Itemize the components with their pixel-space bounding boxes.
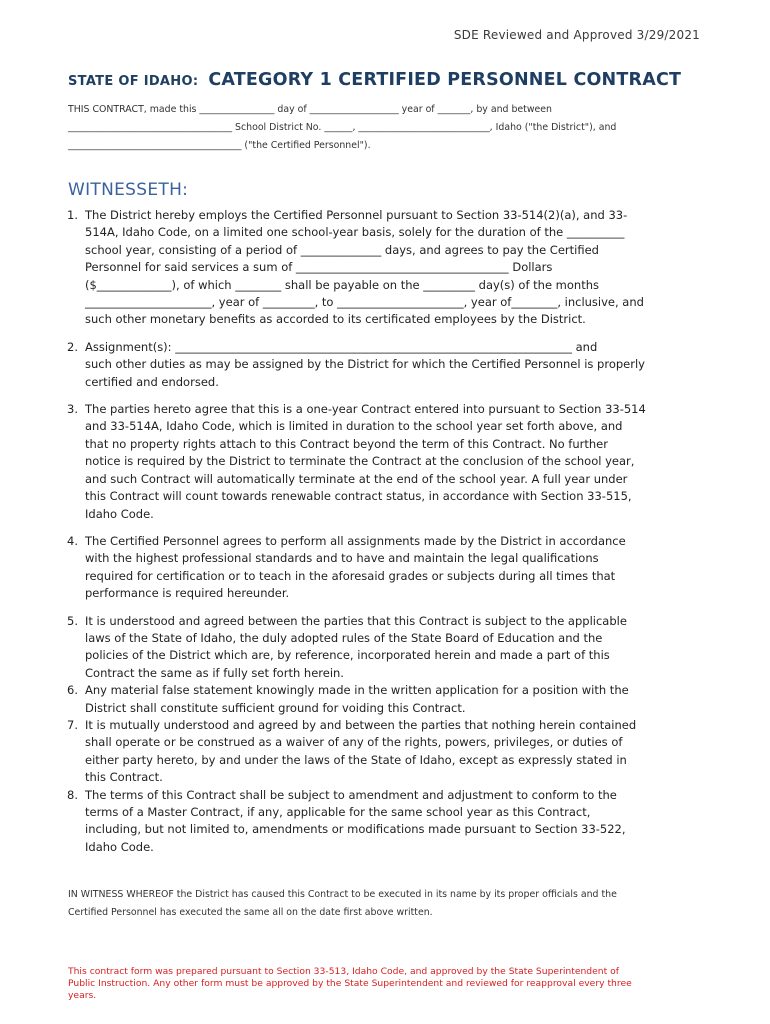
clause-line: performance is required hereunder. <box>85 586 290 601</box>
clause-line: school year, consisting of a period of ______________ days, and agrees to pay the Certified <box>85 242 599 257</box>
page-title <box>68 70 708 90</box>
clause-number: 8. <box>67 787 78 802</box>
clause-line: The parties hereto agree that this is a one-year Contract entered into pursuant to Section 33-514 <box>85 402 646 417</box>
footer-line: Public Instruction. Any other form must be approved by the State Superintendent and reviewed for reapproval every three <box>68 978 632 990</box>
witness-line: Certified Personnel has executed the same all on the date first above written. <box>68 907 433 918</box>
clause-number: 2. <box>67 339 78 354</box>
clause-2 <box>67 339 707 391</box>
clause-line: The Certified Personnel agrees to perform all assignments made by the District in accordance <box>85 533 626 548</box>
clause-line: such other monetary benefits as accorded to its certificated employees by the District. <box>85 312 586 327</box>
clause-line: 514A, Idaho Code, on a limited one school-year basis, solely for the duration of the __________ <box>85 225 625 240</box>
preamble-line: _____________________________________ ("the Certified Personnel"). <box>68 140 371 151</box>
clause-1 <box>67 207 707 329</box>
witness-whereof-statement <box>68 886 708 922</box>
clause-line: notice is required by the District to terminate the Contract at the conclusion of the school year, <box>85 454 635 469</box>
clause-line: Idaho Code. <box>85 839 154 854</box>
clause-number: 4. <box>67 533 78 548</box>
clause-line: certified and endorsed. <box>85 374 219 389</box>
preamble-line: THIS CONTRACT, made this ________________ day of ___________________ year of _______, by and between <box>68 104 552 115</box>
footer-note <box>68 966 702 1003</box>
clause-line: such other duties as may be assigned by the District for which the Certified Personnel is properly <box>85 357 645 372</box>
clause-5 <box>67 613 707 683</box>
clause-line: either party hereto, by and under the laws of the State of Idaho, except as expressly stated in <box>85 752 627 767</box>
footer-line: This contract form was prepared pursuant to Section 33-513, Idaho Code, and approved by the State Superintendent of <box>68 966 619 977</box>
clause-number: 5. <box>67 613 78 628</box>
clause-line: Contract the same as if fully set forth herein. <box>85 665 344 680</box>
clause-line: policies of the District which are, by reference, incorporated herein and made a part of this <box>85 648 610 663</box>
clause-list <box>67 207 707 856</box>
clause-line: ______________________, year of _________, to ______________________, year of________, inclusive, and <box>85 295 644 310</box>
clause-line: Any material false statement knowingly made in the written application for a position with the <box>85 683 629 698</box>
clause-number: 3. <box>67 402 78 417</box>
clause-line: shall operate or be construed as a waiver of any of the rights, powers, privileges, or duties of <box>85 735 623 750</box>
preamble <box>68 101 708 155</box>
clause-line: Personnel for said services a sum of _____________________________________ Dollars <box>85 260 553 275</box>
clause-line: Idaho Code. <box>85 506 154 521</box>
approval-stamp: SDE Reviewed and Approved 3/29/2021 <box>453 28 700 42</box>
clause-line: with the highest professional standards and to have and maintain the legal qualifications <box>85 551 599 566</box>
clause-6 <box>67 682 707 717</box>
clause-8 <box>67 787 707 857</box>
witnesseth-heading: WITNESSETH: <box>68 180 189 200</box>
clause-number: 1. <box>67 208 78 222</box>
clause-number: 7. <box>67 717 78 732</box>
clause-line: terms of a Master Contract, if any, applicable for the same school year as this Contract, <box>85 805 591 819</box>
clause-3 <box>67 401 707 523</box>
clause-line: and 33-514A, Idaho Code, which is limited in duration to the school year set forth above, and <box>85 419 623 434</box>
clause-4 <box>67 533 707 603</box>
preamble-line: ___________________________________ School District No. ______, ____________________________, Idaho ("the District"), and <box>68 122 617 133</box>
clause-line: It is understood and agreed between the parties that this Contract is subject to the applicable <box>85 613 627 628</box>
clause-line: The terms of this Contract shall be subject to amendment and adjustment to conform to the <box>85 787 617 802</box>
clause-line: It is mutually understood and agreed by and between the parties that nothing herein contained <box>85 717 637 732</box>
clause-line: including, but not limited to, amendments or modifications made pursuant to Section 33-522, <box>85 822 626 837</box>
clause-line: The District hereby employs the Certified Personnel pursuant to Section 33-514(2)(a), and 33- <box>85 208 628 222</box>
clause-line: that no property rights attach to this Contract beyond the term of this Contract. No further <box>85 436 608 451</box>
contract-title: CATEGORY 1 CERTIFIED PERSONNEL CONTRACT <box>208 70 682 90</box>
clause-line: this Contract will count towards renewable contract status, in accordance with Section 33-515, <box>85 489 632 504</box>
clause-line: District shall constitute sufficient ground for voiding this Contract. <box>85 700 466 715</box>
clause-line: this Contract. <box>85 770 163 785</box>
clause-line: laws of the State of Idaho, the duly adopted rules of the State Board of Education and the <box>85 630 603 645</box>
witness-line: IN WITNESS WHEREOF the District has caused this Contract to be executed in its name by its proper officials and the <box>68 889 617 900</box>
clause-line: Assignment(s): _____________________________________________________________________ and <box>85 339 598 354</box>
clause-line: and such Contract will automatically terminate at the end of the school year. A full year under <box>85 471 628 486</box>
clause-number: 6. <box>67 683 78 698</box>
clause-line: ($_____________), of which ________ shall be payable on the _________ day(s) of the months <box>85 277 600 292</box>
clause-7 <box>67 717 707 787</box>
clause-line: required for certification or to teach in the aforesaid grades or subjects during all times that <box>85 568 616 583</box>
state-label: STATE OF IDAHO: <box>68 74 199 89</box>
footer-line: years. <box>68 990 97 1002</box>
